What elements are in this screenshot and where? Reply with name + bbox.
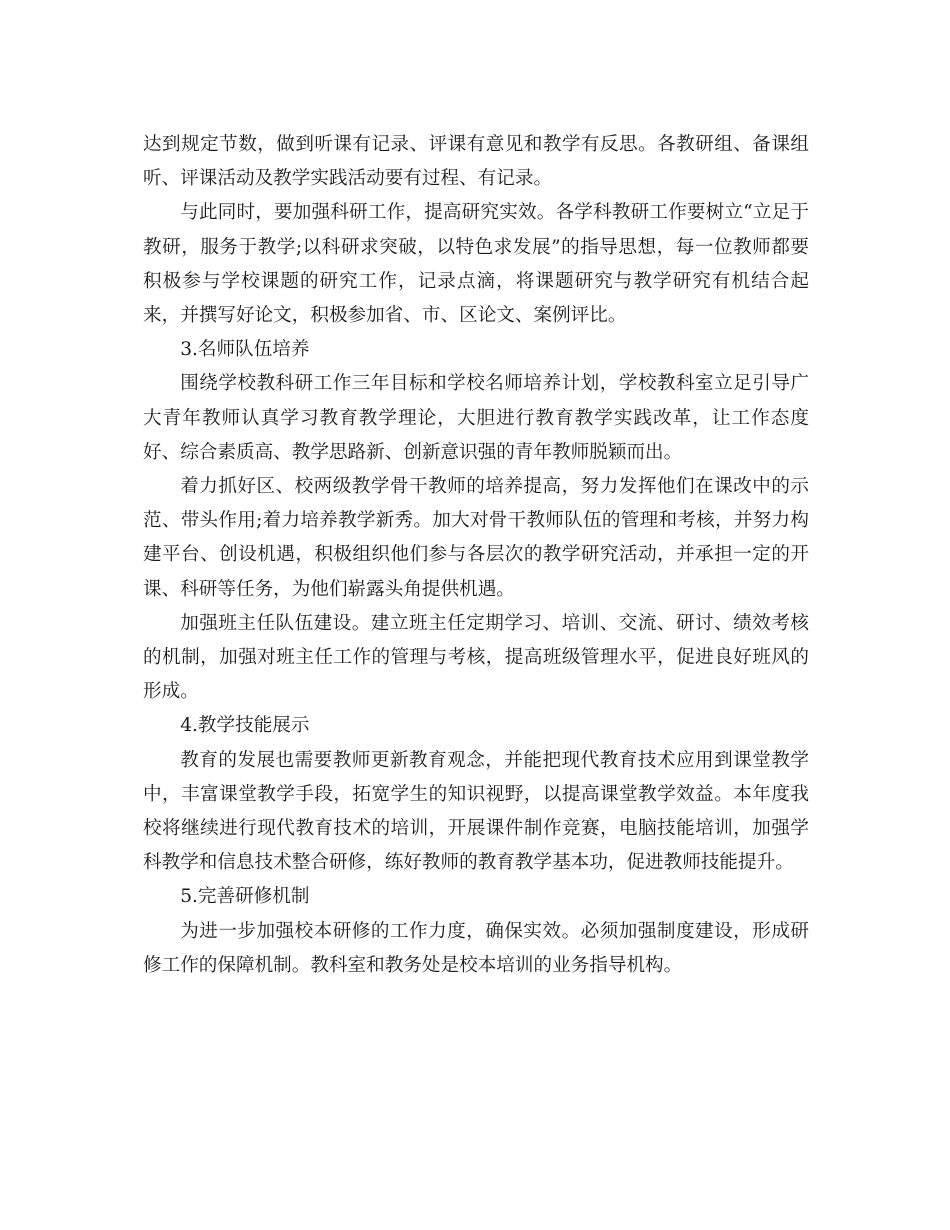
section-heading-3: 3.名师队伍培养	[180, 339, 310, 361]
paragraph-class-teachers: 加强班主任队伍建设。建立班主任定期学习、培训、交流、研讨、绩效考核的机制，加强对班主任工作的管理与考核，提高班级管理水平，促进良好班风的形成。	[143, 612, 809, 703]
paragraph-continued: 达到规定节数，做到听课有记录、评课有意见和教学有反思。各教研组、备课组听、评课活动及教学实践活动要有过程、有记录。	[143, 134, 809, 190]
paragraph-teaching-skills: 教育的发展也需要教师更新教育观念，并能把现代教育技术应用到课堂教学中，丰富课堂教学手段，拓宽学生的知识视野，以提高课堂教学效益。本年度我校将继续进行现代教育技术的培训，开展课件制作竞赛，电脑技能培训，加强学科教学和信息技术整合研修，练好教师的教育教学基本功，促进教师技能提升。	[143, 749, 809, 874]
section-heading-5: 5.完善研修机制	[180, 886, 310, 908]
paragraph-mechanism: 为进一步加强校本研修的工作力度，确保实效。必须加强制度建设，形成研修工作的保障机制。教科室和教务处是校本培训的业务指导机构。	[143, 920, 809, 976]
document-body	[143, 128, 809, 983]
paragraph-research: 与此同时，要加强科研工作，提高研究实效。各学科教研工作要树立“立足于教研，服务于教学;以科研求突破，以特色求发展”的指导思想，每一位教师都要积极参与学校课题的研究工作，记录点滴，将课题研究与教学研究有机结合起来，并撰写好论文，积极参加省、市、区论文、案例评比。	[143, 202, 809, 327]
paragraph-backbone-teachers: 着力抓好区、校两级教学骨干教师的培养提高，努力发挥他们在课改中的示范、带头作用;着力培养教学新秀。加大对骨干教师队伍的管理和考核，并努力构建平台、创设机遇，积极组织他们参与各层次的教学研究活动，并承担一定的开课、科研等任务，为他们崭露头角提供机遇。	[143, 476, 809, 600]
section-heading-4: 4.教学技能展示	[180, 715, 310, 737]
paragraph-famous-teachers: 围绕学校教科研工作三年目标和学校名师培养计划，学校教科室立足引导广大青年教师认真学习教育教学理论，大胆进行教育教学实践改革，让工作态度好、综合素质高、教学思路新、创新意识强的青年教师脱颖而出。	[143, 373, 809, 463]
